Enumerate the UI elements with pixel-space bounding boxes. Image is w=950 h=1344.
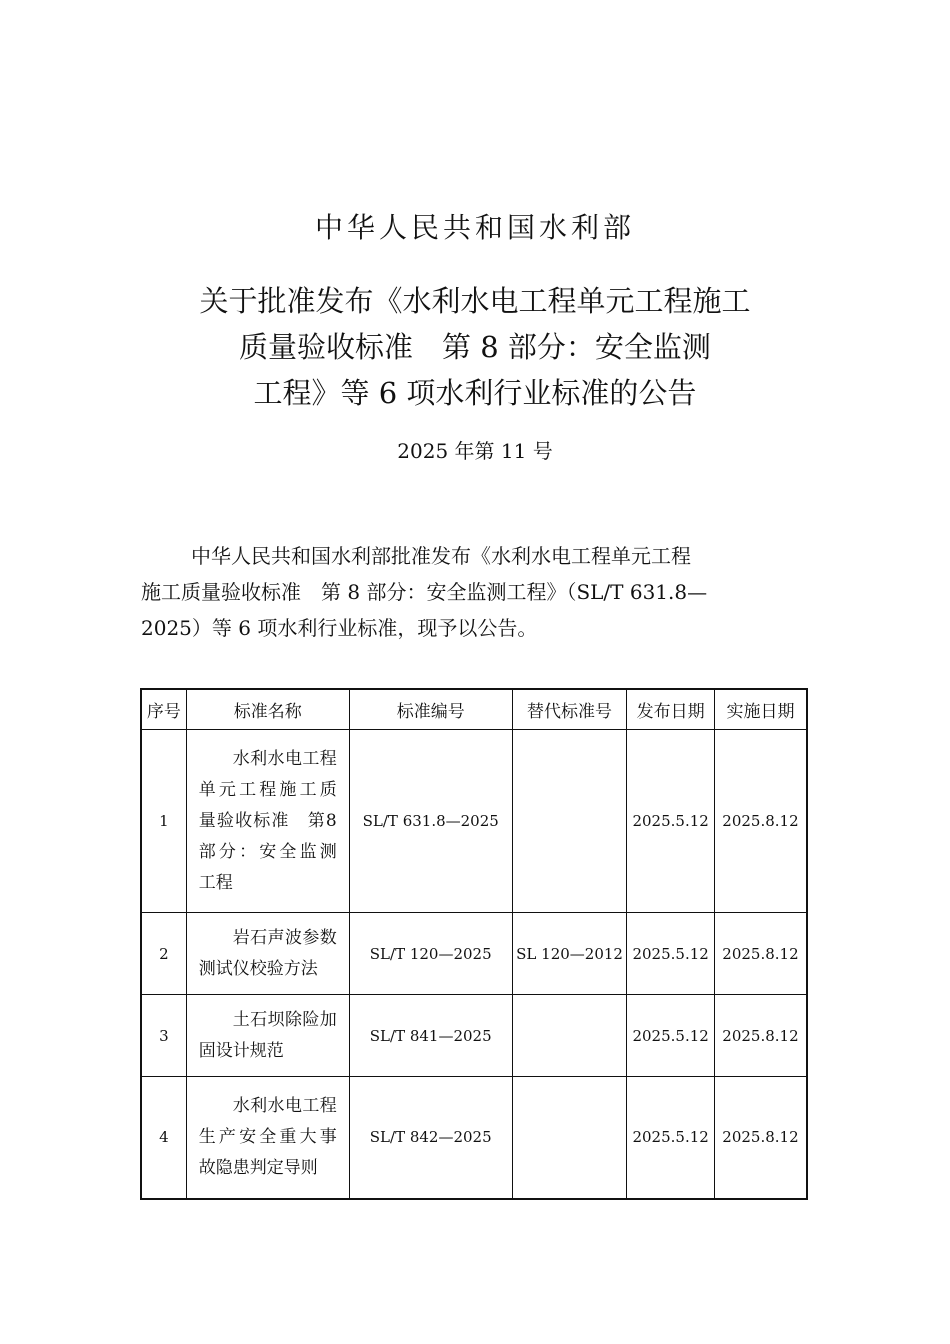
body-line: 2025）等 6 项水利行业标准，现予以公告。 [141,616,538,640]
cell-name [186,730,349,913]
header-index: 序号 [141,689,186,730]
name-line: 固设计规范 [198,1040,284,1061]
name-line: 量验收标准 第8 [198,810,337,831]
body-line: 中华人民共和国水利部批准发布《水利水电工程单元工程 [191,544,691,568]
body-line: 施工质量验收标准 第 8 部分：安全监测工程》（SL/T 631.8— [141,580,708,604]
standards-table [140,688,808,1200]
cell-name [186,995,349,1077]
name-line: 岩石声波参数 [232,927,337,948]
cell-code: SL/T 631.8—2025 [349,730,512,913]
table-row [141,1077,807,1199]
name-line: 水利水电工程 [232,1095,337,1116]
cell-published: 2025.5.12 [627,913,715,995]
header-replaces: 替代标准号 [512,689,627,730]
cell-implemented: 2025.8.12 [714,913,807,995]
name-line: 单元工程施工质 [198,779,337,800]
cell-index: 1 [141,730,186,913]
cell-code: SL/T 842—2025 [349,1077,512,1199]
cell-code: SL/T 120—2025 [349,913,512,995]
cell-replaces [512,995,627,1077]
document-number: 2025 年第 11 号 [397,439,553,463]
table-row [141,913,807,995]
cell-replaces [512,1077,627,1199]
cell-index: 2 [141,913,186,995]
header-code: 标准编号 [349,689,512,730]
table-row [141,995,807,1077]
cell-implemented: 2025.8.12 [714,995,807,1077]
name-line: 测试仪校验方法 [198,958,318,979]
title-line: 工程》等 6 项水利行业标准的公告 [253,376,697,410]
cell-published: 2025.5.12 [627,995,715,1077]
cell-replaces: SL 120—2012 [512,913,627,995]
cell-published: 2025.5.12 [627,730,715,913]
announcement-body [141,538,813,646]
name-line: 生产安全重大事 [198,1126,337,1147]
cell-name [186,913,349,995]
name-line: 土石坝除险加 [232,1009,337,1030]
name-line: 工程 [198,872,233,893]
cell-implemented: 2025.8.12 [714,1077,807,1199]
cell-code: SL/T 841—2025 [349,995,512,1077]
issuing-organization: 中华人民共和国水利部 [314,211,635,244]
cell-published: 2025.5.12 [627,1077,715,1199]
name-line: 部分：安全监测 [198,841,337,862]
cell-name [186,1077,349,1199]
announcement-title [120,278,830,416]
header-name: 标准名称 [186,689,349,730]
name-line: 水利水电工程 [232,748,337,769]
table-row [141,730,807,913]
cell-index: 4 [141,1077,186,1199]
header-implemented: 实施日期 [714,689,807,730]
name-line: 故隐患判定导则 [198,1157,318,1178]
header-published: 发布日期 [627,689,715,730]
table-header-row [141,689,807,730]
cell-index: 3 [141,995,186,1077]
cell-implemented: 2025.8.12 [714,730,807,913]
title-line: 关于批准发布《水利水电工程单元工程施工 [199,284,751,318]
title-line: 质量验收标准 第 8 部分：安全监测 [239,330,711,364]
cell-replaces [512,730,627,913]
